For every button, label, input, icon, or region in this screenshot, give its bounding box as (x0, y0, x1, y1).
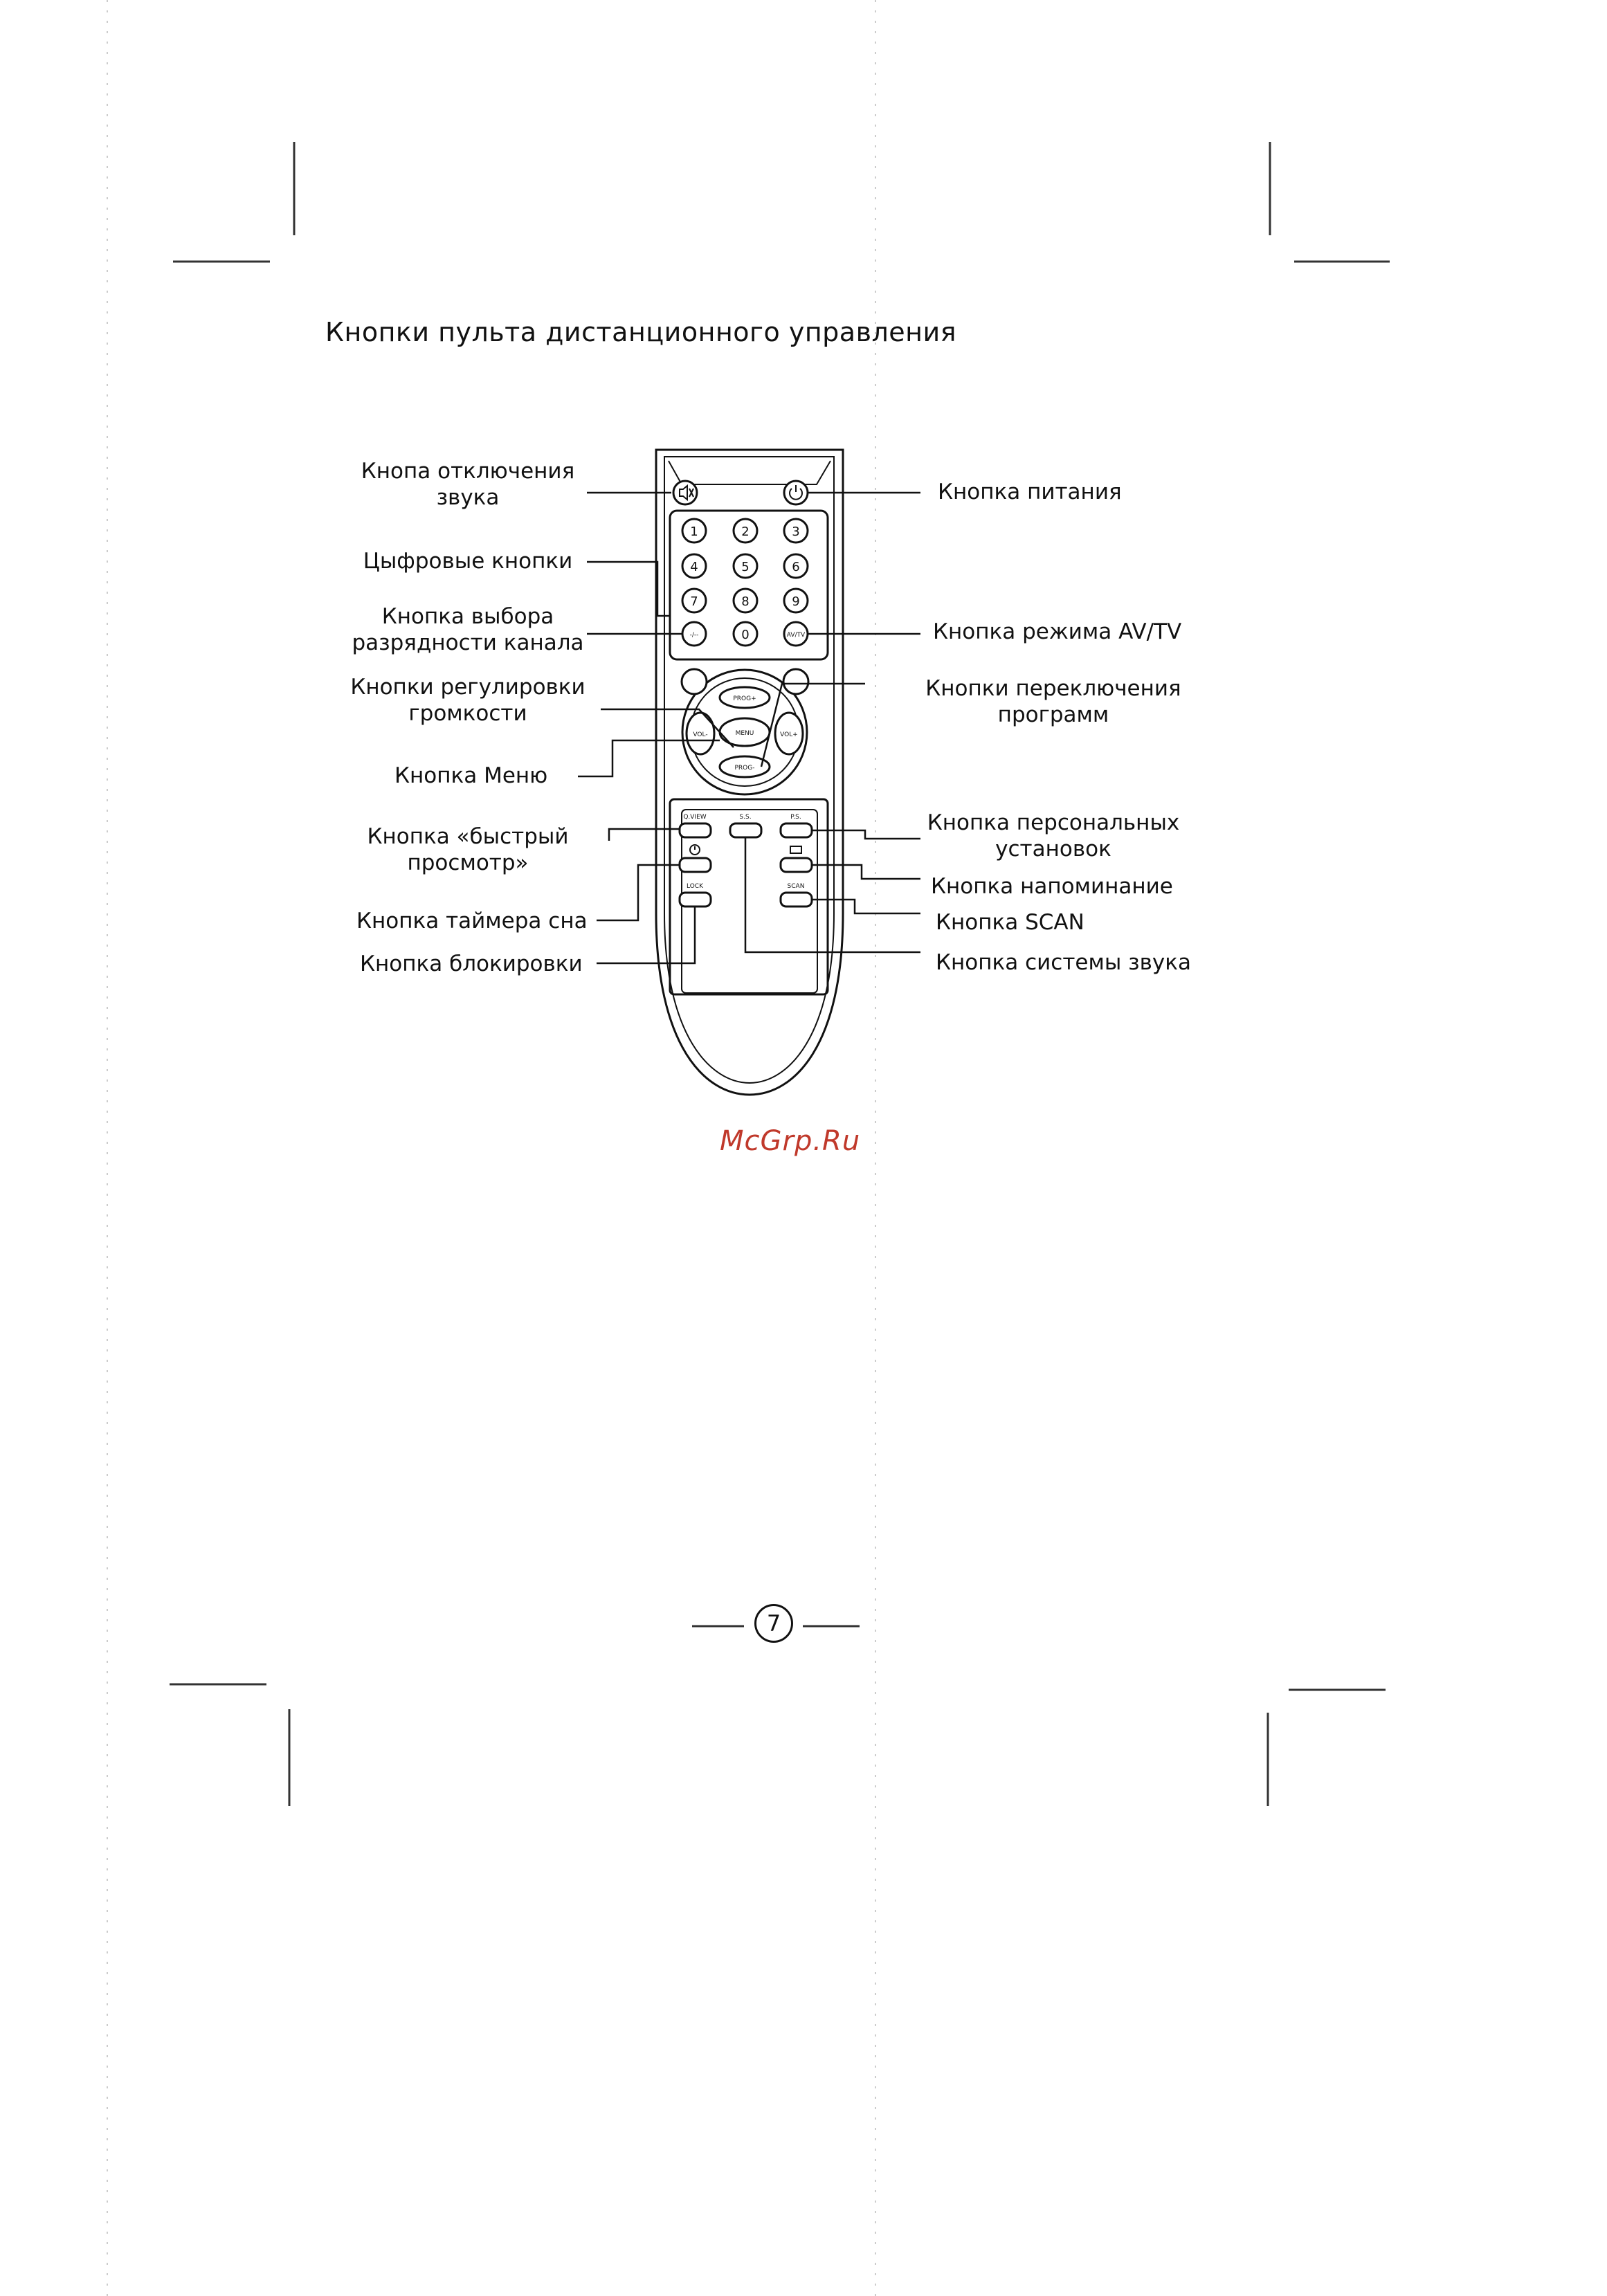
label-mute: Кнопа отключения звука (361, 459, 575, 510)
ps-key-label: P.S. (790, 814, 801, 821)
label-sound-system: Кнопка системы звука (936, 950, 1191, 975)
digit-0-label: 0 (741, 628, 750, 642)
page-title: Кнопки пульта дистанционного управления (325, 317, 957, 347)
label-digit-mode: Кнопка выбора разрядности канала (352, 604, 584, 655)
label-power: Кнопка питания (938, 480, 1122, 504)
color-right-button[interactable] (783, 669, 808, 694)
prog-down-label: PROG- (734, 765, 755, 772)
color-left-button[interactable] (682, 669, 707, 694)
lock-button[interactable] (680, 893, 711, 906)
digit-5-label: 5 (741, 560, 750, 574)
watermark: McGrp.Ru (720, 1125, 861, 1157)
vol-minus-label: VOL- (693, 731, 708, 738)
scan-button[interactable] (781, 893, 812, 906)
page-number: 7 (754, 1604, 793, 1643)
label-av-tv: Кнопка режима AV/TV (933, 619, 1182, 644)
label-lock: Кнопка блокировки (360, 951, 583, 976)
ss-key-label: S.S. (739, 814, 752, 821)
label-program: Кнопки переключения программ (925, 676, 1181, 727)
digit-2-label: 2 (741, 525, 750, 539)
ps-button[interactable] (781, 823, 812, 837)
crop-marks (170, 142, 1390, 1806)
vol-plus-label: VOL+ (780, 731, 798, 738)
digit-7-label: 7 (690, 594, 698, 609)
digit-3-label: 3 (792, 525, 800, 539)
menu-key-label: MENU (735, 730, 754, 737)
av-tv-label: AV/TV (786, 632, 806, 639)
digit-6-label: 6 (792, 560, 800, 574)
digit-mode-label: -/-- (689, 632, 699, 639)
lock-key-label: LOCK (687, 883, 703, 890)
digit-4-label: 4 (690, 560, 698, 574)
label-quick-view: Кнопка «быстрый просмотр» (367, 824, 569, 875)
label-sleep: Кнопка таймера сна (356, 909, 588, 933)
label-volume: Кнопки регулировки громкости (350, 675, 585, 726)
sleep-button[interactable] (680, 858, 711, 872)
qview-button[interactable] (680, 823, 711, 837)
reminder-button[interactable] (781, 858, 812, 872)
digit-8-label: 8 (741, 594, 750, 609)
label-digits: Цыфровые кнопки (363, 549, 573, 574)
sleep-clock-icon (690, 845, 700, 855)
label-menu: Кнопка Меню (394, 763, 548, 788)
label-reminder: Кнопка напоминание (931, 874, 1173, 899)
scan-key-label: SCAN (787, 883, 805, 890)
digit-1-label: 1 (690, 525, 698, 539)
prog-up-label: PROG+ (733, 695, 756, 702)
qview-key-label: Q.VIEW (683, 814, 707, 821)
digit-9-label: 9 (792, 594, 800, 609)
ss-button[interactable] (730, 823, 761, 837)
reminder-icon (790, 846, 801, 853)
label-personal: Кнопка персональных установок (927, 810, 1180, 862)
label-scan: Кнопка SCAN (936, 910, 1084, 935)
mute-button[interactable] (673, 481, 697, 504)
power-button[interactable] (784, 481, 808, 504)
